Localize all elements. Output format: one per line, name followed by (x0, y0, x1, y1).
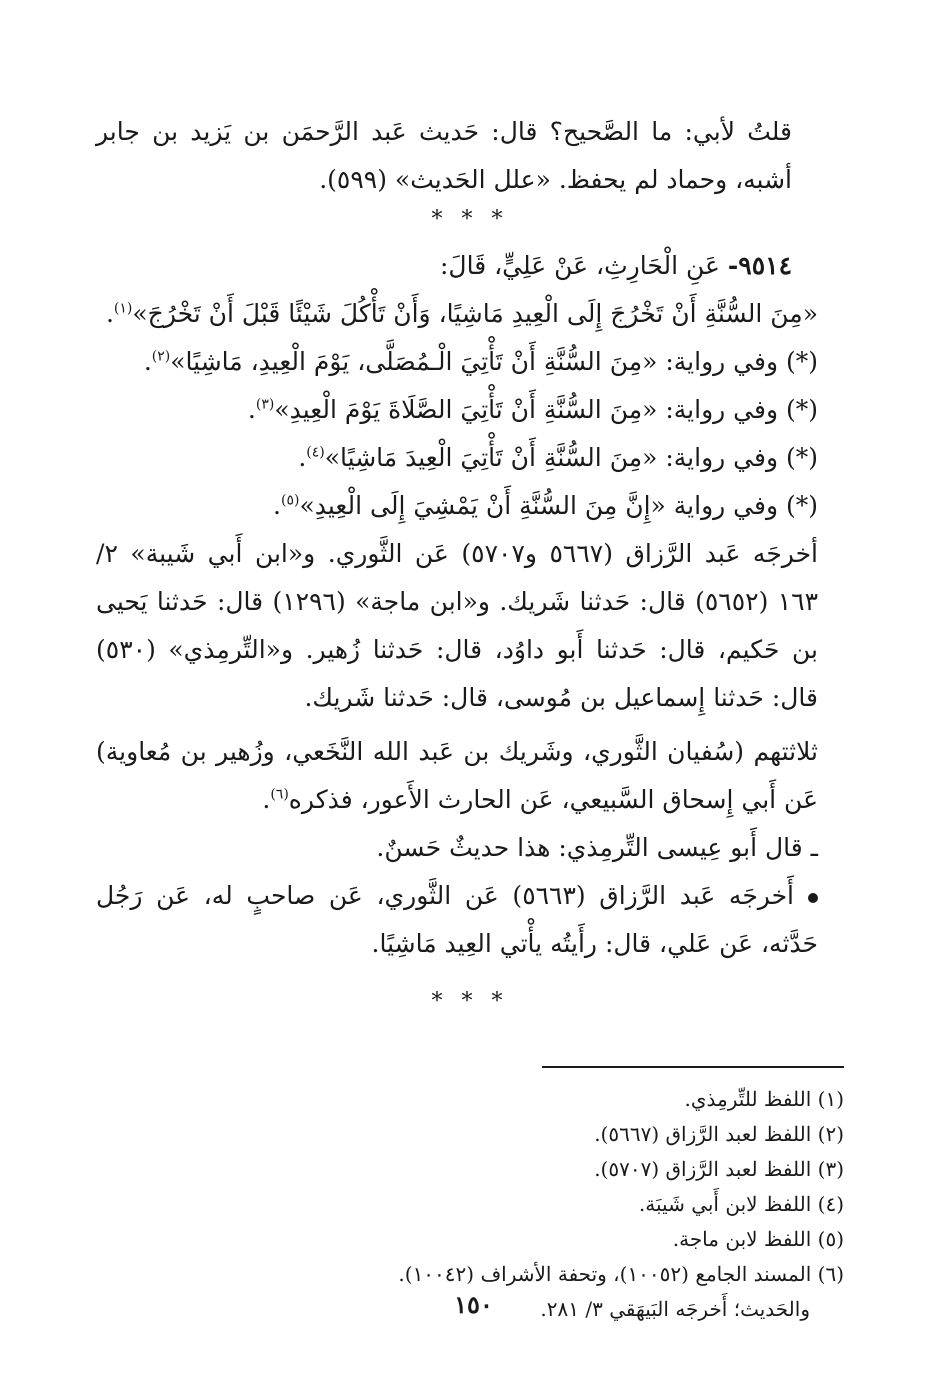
footnote-3: (٣) اللفظ لعبد الرَّزاق (٥٧٠٧). (594, 1157, 844, 1181)
hadith-matn: «مِنَ السُّنَّةِ أَنْ تَخْرُجَ إِلَى الْعِيدِ مَاشِيًا، وَأَنْ تَأْكُلَ شَيْئًا قَبْلَ أَنْ تَخْرُجَ»$^{(١)}$. (105, 299, 818, 328)
footnote-ref-6: (٦) (270, 786, 289, 803)
tirmidhi-comment: ـ قال أَبو عِيسى التِّرمِذي: هذا حديثٌ حَسنٌ. (376, 833, 818, 862)
bullet-text: أَخرجَه عَبد الرَّزاق (٥٦٦٣) عَن الثَّوري، عَن صاحبٍ له، عَن رَجُل حَدَّثه، عَن عَلي، قال: رأَيتُه يأْتي العِيد مَاشِيًا. (96, 881, 818, 958)
footnote-1: (١) اللفظ للتِّرمِذي. (684, 1087, 844, 1111)
hadith-number: ٩٥١٤- (727, 251, 792, 280)
hadith-chain: عَنِ الْحَارِثِ، عَنْ عَلِيٍّ، قَالَ: (440, 251, 720, 280)
end-separator: * * * (431, 989, 509, 1014)
footnote-divider (542, 1066, 844, 1068)
footnote-4: (٤) اللفظ لابن أَبي شَيبَة. (638, 1192, 844, 1216)
riwaya-text: (*) وفي رواية «إِنَّ مِنَ السُّنَّةِ أَنْ يَمْشِيَ إِلَى الْعِيدِ» (299, 491, 818, 520)
footnote-2: (٢) اللفظ لعبد الرَّزاق (٥٦٦٧). (594, 1122, 844, 1146)
footnote-ref-2: (٢) (151, 348, 171, 365)
section-separator: * * * (431, 207, 509, 232)
riwaya-line: (*) وفي رواية: «مِنَ السُّنَّةِ أَنْ تَأْتِيَ الصَّلَاةَ يَوْمَ الْعِيدِ»$^{(٣)}$. (247, 395, 818, 424)
riwaya-line: (*) وفي رواية: «مِنَ السُّنَّةِ أَنْ تَأْتِيَ الْـمُصَلَّى، يَوْمَ الْعِيدِ، مَاشِيًا»$^{(٢)}$. (143, 347, 818, 376)
riwaya-text: (*) وفي رواية: «مِنَ السُّنَّةِ أَنْ تَأْتِيَ الْـمُصَلَّى، يَوْمَ الْعِيدِ، مَاشِيًا» (170, 347, 818, 376)
matn-text: «مِنَ السُّنَّةِ أَنْ تَخْرُجَ إِلَى الْعِيدِ مَاشِيًا، وَأَنْ تَأْكُلَ شَيْئًا قَبْلَ أَنْ تَخْرُجَ» (132, 299, 818, 328)
riwaya-text: (*) وفي رواية: «مِنَ السُّنَّةِ أَنْ تَأْتِيَ الصَّلَاةَ يَوْمَ الْعِيدِ» (274, 395, 818, 424)
footnote-5: (٥) اللفظ لابن ماجة. (672, 1227, 844, 1251)
bullet-icon (808, 893, 818, 903)
thalathatuhum-paragraph: ثلاثتهم (سُفيان الثَّوري، وشَريك بن عَبد الله النَّخَعي، وزُهير بن مُعاوية) عَن أَبي إِسحاق السَّبيعي، عَن الحارث الأَعور، فذكره$^{(٦)}$. (96, 737, 818, 814)
footnote-ref-3: (٣) (255, 396, 275, 413)
page-number: ١٥٠ (454, 1290, 493, 1319)
riwaya-text: (*) وفي رواية: «مِنَ السُّنَّةِ أَنْ تَأْتِيَ الْعِيدَ مَاشِيًا» (324, 443, 818, 472)
intro-paragraph: قلتُ لأبي: ما الصَّحيح؟ قال: حَديث عَبد الرَّحمَن بن يَزيد بن جابر أشبه، وحماد لم يحفظ. «علل الحَديث» (٥٩٩). (96, 117, 792, 194)
footnote-6-continuation: والحَديث؛ أَخرجَه البَيهَقي ٣/ ٢٨١. (540, 1297, 810, 1321)
riwaya-line: (*) وفي رواية: «مِنَ السُّنَّةِ أَنْ تَأْتِيَ الْعِيدَ مَاشِيًا»$^{(٤)}$. (298, 443, 818, 472)
footnote-ref-5: (٥) (281, 492, 300, 509)
hadith-heading (96, 242, 844, 290)
riwaya-line: (*) وفي رواية «إِنَّ مِنَ السُّنَّةِ أَنْ يَمْشِيَ إِلَى الْعِيدِ»$^{(٥)}$. (273, 491, 818, 520)
thalathatuhum-text: ثلاثتهم (سُفيان الثَّوري، وشَريك بن عَبد الله النَّخَعي، وزُهير بن مُعاوية) عَن أَبي إِسحاق السَّبيعي، عَن الحارث الأَعور، فذكره (96, 737, 818, 814)
takhrij-paragraph: أخرجَه عَبد الرَّزاق (٥٦٦٧ و٥٧٠٧) عَن الثَّوري. و«ابن أَبي شَيبة» ٢/ ١٦٣ (٥٦٥٢) قال: حَدثنا شَريك. و«ابن ماجة» (١٢٩٦) قال: حَدثنا يَحيى بن حَكيم، قال: حَدثنا أَبو داوُد، قال: حَدثنا زُهير. و«التِّرمِذي» (٥٣٠) قال: حَدثنا إِسماعيل بن مُوسى، قال: حَدثنا شَريك. (96, 539, 819, 712)
bullet-paragraph (96, 872, 844, 968)
footnote-ref-1: (١) (113, 300, 133, 317)
footnote-6: (٦) المسند الجامع (١٠٠٥٢)، وتحفة الأشراف (١٠٠٤٢). (398, 1262, 844, 1286)
page-content (96, 108, 844, 1327)
footnote-ref-4: (٤) (306, 444, 325, 461)
